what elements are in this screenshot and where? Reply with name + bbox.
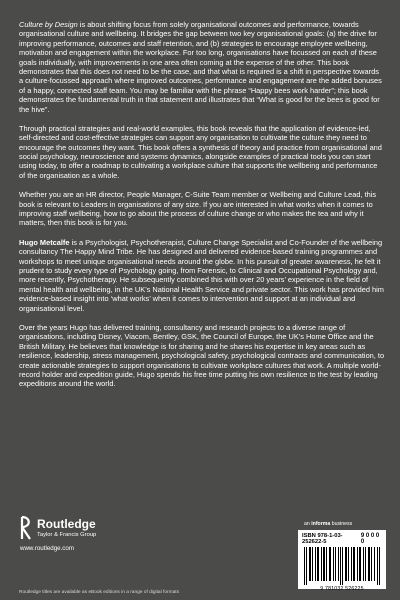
paragraph-strategies: Through practical strategies and real-world examples, this book reveals that the application of evidence-led, self-directed and cost-effective strategies can support any organisation to cultivate the culture they need to encourage the outcomes they want. This book offers a synthesis of theory and practice from organisational and social psychology, neuroscience and systems dynamics, alongside examples of practical tools you can start using today, to offer a roadmap to cultivating a workplace culture that supports the wellbeing and performance of the organisation as a whole. [19,123,382,180]
paragraph-author-bio [19,238,385,313]
publisher-brand [19,515,96,552]
publisher-url: www.routledge.com [20,545,74,552]
author-bio-text: is a Psychologist, Psychotherapist, Culture Change Specialist and Co-Founder of the wellbeing consultancy The Happy Mind Tribe. He has designed and delivered evidence-based training programmes and workshops to meet unique organisational needs around the globe. In his pursuit of greater awareness, he felt it prudent to study every type of Psychology going, from Forensic, to Clinical and Occupational Psychology and, more recently, Psychotherapy. He subsequently combined this with over 20 years’ experience in the field of mental health and wellbeing, in the UK’s National Health Service and private sector. This work has provided him evidence-based insight into ‘what works’ when it comes to intervention and support at an individual and organisational level. [19,237,384,313]
paragraph-audience: Whether you are an HR director, People Manager, C-Suite Team member or Wellbeing and Culture Lead, this book is relevant to Leaders in organisations of any size. If you are interested in what works when it comes to improving staff wellbeing, how to go about the process of culture change or who makes the tea and why it matters, then this book is for you. [19,190,377,228]
book-title: Culture by Design [19,20,78,29]
publisher-name: Routledge [37,516,96,531]
author-name: Hugo Metcalfe [19,237,70,247]
barcode-icon [302,547,382,585]
back-cover-text [19,20,385,389]
paragraph-author-work: Over the years Hugo has delivered training, consultancy and research projects to a diverse range of organisations, including Disney, Viacom, Bentley, GSK, the Council of Europe, the UK’s Home Office and the British Military. He believes that knowledge is for sharing and he shares his expertise in key areas such as resilience, leadership, stress management, psychological safety, psychological contracts and communication, to create actionable strategies to support organisations to cultivate workplace cultures that work. A multiple world-record holder and expedition guide, Hugo spends his free time putting his own resilience to the test by leading expeditions around the world. [19,322,385,389]
price-code: 9 0 0 0 0 [360,533,380,545]
routledge-logo-icon [19,515,33,541]
paragraph-intro [19,20,385,114]
ebook-availability-note: Routledge titles are available as eBook editions in a range of digital formats [19,590,179,595]
isbn-label: ISBN 978-1-03-252622-5 [302,533,343,545]
isbn-digits: 9 781032 526225 [320,586,364,592]
informa-business-label: an informa business [304,521,353,527]
intro-text: is about shifting focus from solely organisational outcomes and performance, towards organisational culture and wellbeing. It bridges the gap between two key organisational goals: (a) the drive for improving performance, outcomes and staff retention, and (b) strategies to encourage employee wellbeing, motivation and engagement within the workplace. For too long, organisations have focussed on each of these goals individually, with improvements in one area often coming at the expense of the other. This book demonstrates that this does not need to be the case, and that what is required is a shift in perspective towards a culture-focussed approach where improved outcomes, performance and engagement are the added bonuses of a happy, connected staff team. You may be familiar with the phrase “Happy bees work harder”; this book demonstrates the fundamental truth in that statement and illustrates that “What is good for the bees is good for the hive”. [19,20,382,114]
publisher-subtitle: Taylor & Francis Group [37,531,97,538]
isbn-barcode-box [298,530,386,592]
